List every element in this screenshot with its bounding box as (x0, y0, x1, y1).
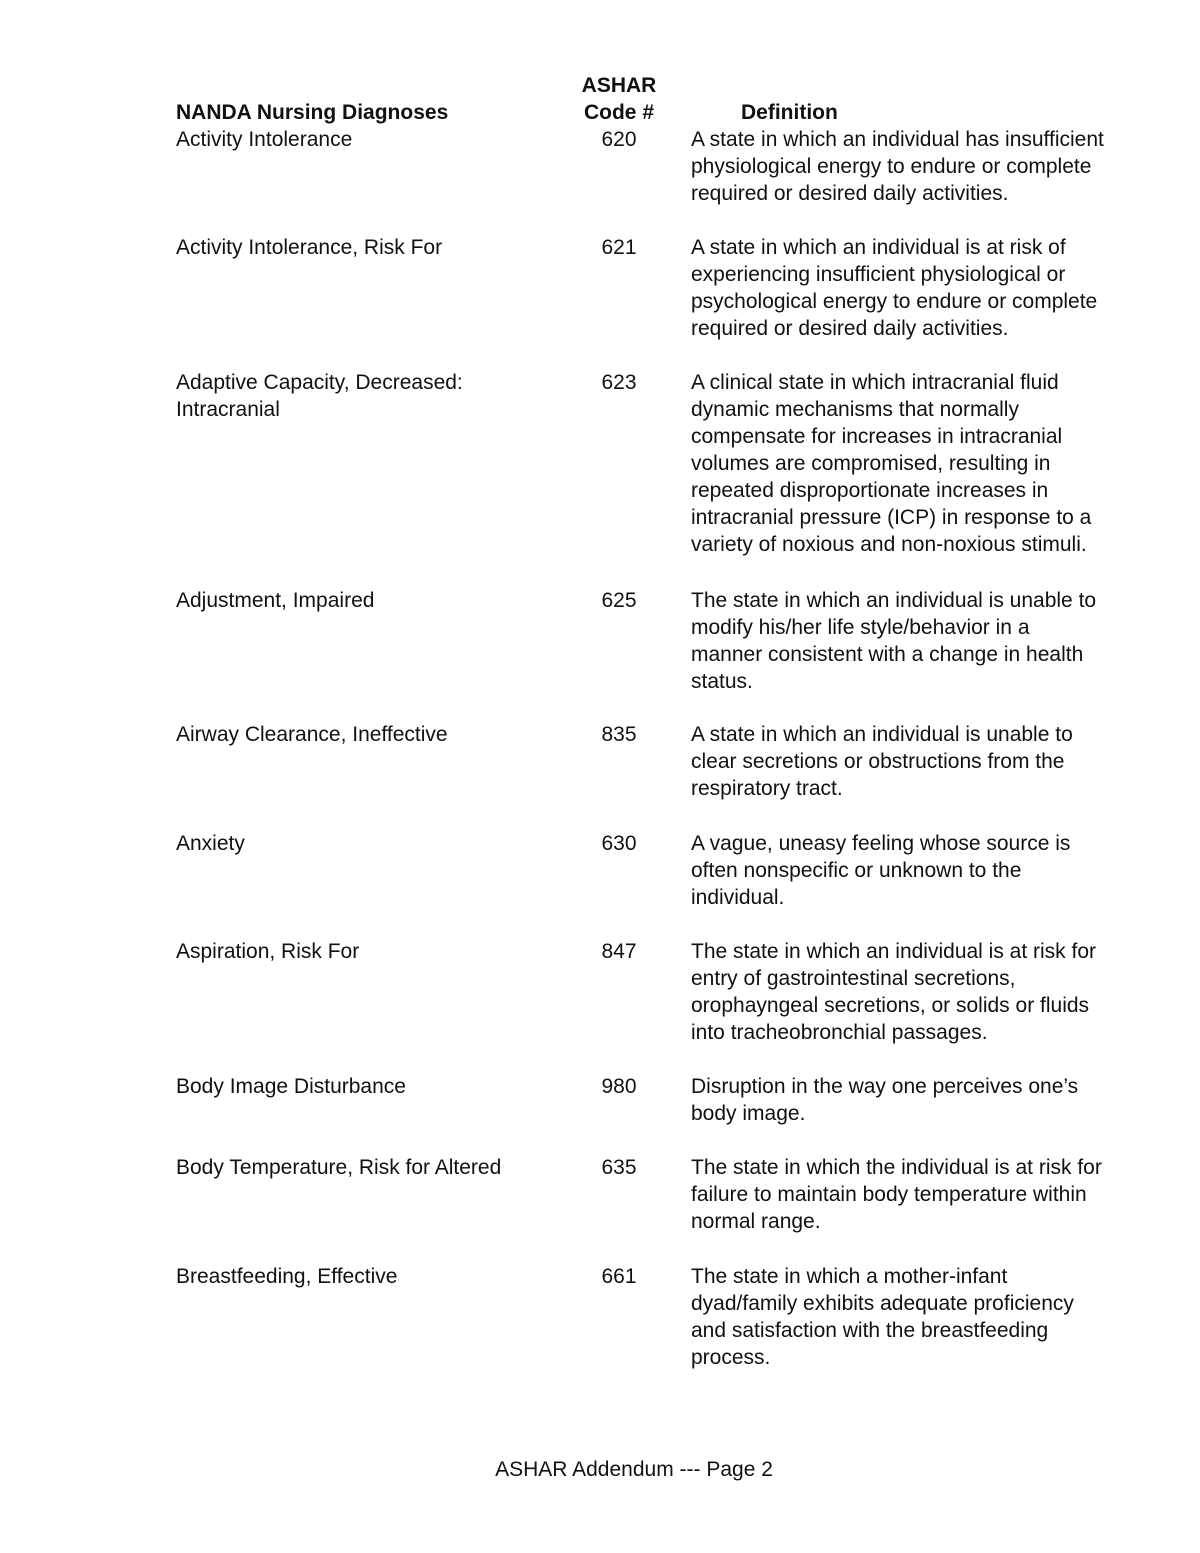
definition-line: orophayngeal secretions, or solids or fluids (691, 994, 1090, 1017)
definition-line: required or desired daily activities. (691, 182, 1009, 205)
definition-line: dyad/family exhibits adequate proficiency (691, 1292, 1074, 1315)
ashar-code: 635 (601, 1156, 637, 1179)
definition-line: normal range. (691, 1210, 821, 1233)
definition-line: and satisfaction with the breastfeeding (691, 1319, 1049, 1342)
ashar-code: 661 (601, 1265, 637, 1288)
definition-line: manner consistent with a change in health (691, 643, 1084, 666)
header-code-line2: Code # (583, 101, 654, 124)
ashar-code: 980 (601, 1075, 637, 1098)
diagnosis-name-line: Activity Intolerance (176, 128, 353, 151)
definition-line: individual. (691, 886, 785, 909)
definition-text (691, 721, 1181, 802)
diagnosis-name (176, 938, 576, 965)
diagnosis-name-line: Adaptive Capacity, Decreased: (176, 371, 463, 394)
diagnosis-name-line: Anxiety (176, 832, 245, 855)
definition-line: A state in which an individual is unable to (691, 723, 1073, 746)
diagnosis-name (176, 721, 576, 748)
definition-line: often nonspecific or unknown to the (691, 859, 1022, 882)
diagnosis-name (176, 1263, 576, 1290)
definition-line: psychological energy to endure or complete (691, 290, 1098, 313)
diagnosis-name (176, 587, 576, 614)
definition-line: A vague, uneasy feeling whose source is (691, 832, 1071, 855)
definition-text (691, 587, 1181, 695)
diagnosis-name (176, 1154, 576, 1181)
definition-line: A state in which an individual has insufficient (691, 128, 1104, 151)
ashar-code: 630 (601, 832, 637, 855)
diagnosis-name-line: Body Image Disturbance (176, 1075, 406, 1098)
definition-line: clear secretions or obstructions from the (691, 750, 1065, 773)
definition-line: into tracheobronchial passages. (691, 1021, 988, 1044)
definition-line: entry of gastrointestinal secretions, (691, 967, 1016, 990)
definition-line: The state in which an individual is unable to (691, 589, 1097, 612)
definition-line: compensate for increases in intracranial (691, 425, 1063, 448)
definition-line: physiological energy to endure or complete (691, 155, 1092, 178)
diagnosis-name-line: Activity Intolerance, Risk For (176, 236, 443, 259)
ashar-code: 625 (601, 589, 637, 612)
definition-line: The state in which the individual is at risk for (691, 1156, 1102, 1179)
definition-line: repeated disproportionate increases in (691, 479, 1049, 502)
diagnosis-name-line: Intracranial (176, 398, 280, 421)
definition-text (691, 369, 1181, 558)
ashar-code: 620 (601, 128, 637, 151)
definition-line: The state in which a mother-infant (691, 1265, 1008, 1288)
diagnosis-name (176, 126, 576, 153)
diagnosis-name-line: Aspiration, Risk For (176, 940, 360, 963)
diagnosis-name-line: Airway Clearance, Ineffective (176, 723, 448, 746)
definition-text (691, 1263, 1181, 1371)
definition-line: A clinical state in which intracranial fluid (691, 371, 1059, 394)
definition-line: variety of noxious and non-noxious stimuli. (691, 533, 1087, 556)
definition-line: dynamic mechanisms that normally (691, 398, 1019, 421)
definition-line: intracranial pressure (ICP) in response to a (691, 506, 1092, 529)
definition-line: failure to maintain body temperature within (691, 1183, 1087, 1206)
definition-text (691, 830, 1181, 911)
ashar-code: 847 (601, 940, 637, 963)
definition-line: modify his/her life style/behavior in a (691, 616, 1030, 639)
diagnosis-name (176, 1073, 576, 1100)
header-code-line1: ASHAR (581, 74, 657, 97)
header-definition: Definition (741, 101, 838, 124)
ashar-code: 835 (601, 723, 637, 746)
definition-line: volumes are compromised, resulting in (691, 452, 1051, 475)
definition-line: status. (691, 670, 753, 693)
header-diagnoses: NANDA Nursing Diagnoses (176, 101, 449, 124)
definition-line: Disruption in the way one perceives one’s (691, 1075, 1079, 1098)
definition-line: experiencing insufficient physiological or (691, 263, 1066, 286)
diagnosis-name-line: Breastfeeding, Effective (176, 1265, 398, 1288)
diagnosis-name (176, 369, 576, 423)
definition-line: respiratory tract. (691, 777, 843, 800)
ashar-code: 623 (601, 371, 637, 394)
diagnosis-name-line: Body Temperature, Risk for Altered (176, 1156, 502, 1179)
page-footer: ASHAR Addendum --- Page 2 (495, 1458, 773, 1481)
definition-text (691, 126, 1181, 207)
definition-text (691, 1073, 1181, 1127)
ashar-code: 621 (601, 236, 637, 259)
definition-line: process. (691, 1346, 771, 1369)
definition-line: body image. (691, 1102, 806, 1125)
definition-text (691, 1154, 1181, 1235)
diagnosis-name (176, 830, 576, 857)
diagnosis-name (176, 234, 576, 261)
definition-text (691, 234, 1181, 342)
definition-line: required or desired daily activities. (691, 317, 1009, 340)
diagnosis-name-line: Adjustment, Impaired (176, 589, 375, 612)
definition-text (691, 938, 1181, 1046)
definition-line: A state in which an individual is at risk of (691, 236, 1066, 259)
definition-line: The state in which an individual is at risk for (691, 940, 1097, 963)
